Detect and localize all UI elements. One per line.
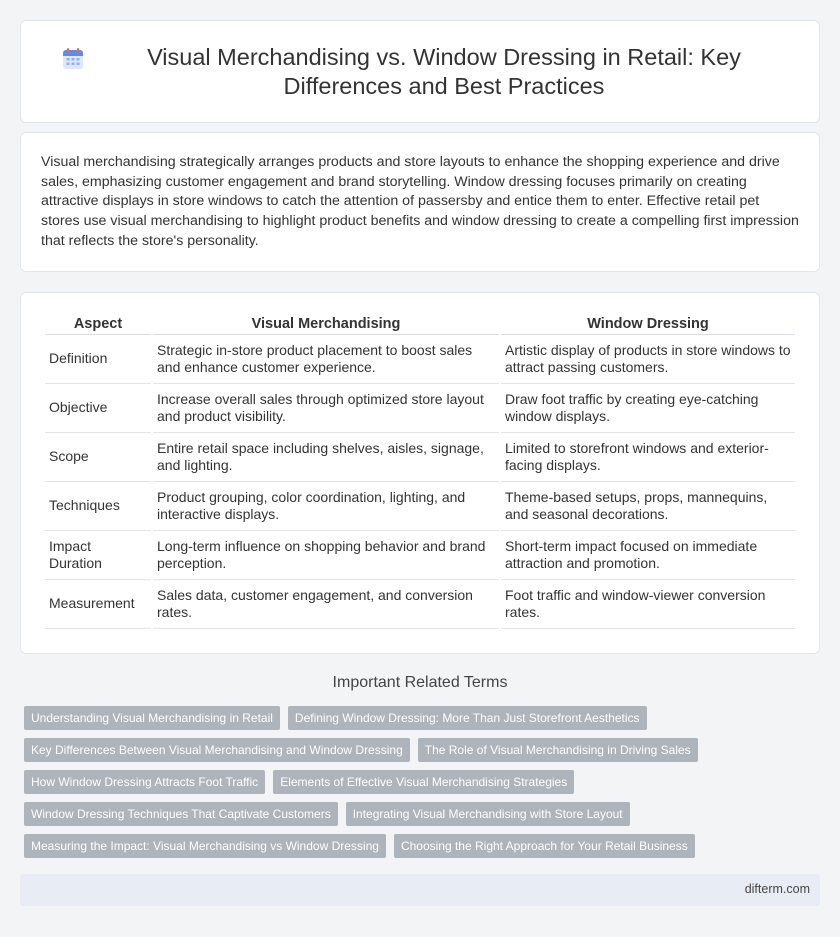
row-aspect: Objective (45, 384, 151, 433)
footer (20, 874, 820, 906)
header-visual-merchandising: Visual Merchandising (153, 313, 499, 335)
row-aspect: Measurement (45, 580, 151, 629)
table-header-row (45, 313, 795, 335)
table-row (45, 482, 795, 531)
related-term-tag[interactable]: Integrating Visual Merchandising with Store Layout (346, 802, 630, 826)
header-window-dressing: Window Dressing (501, 313, 795, 335)
related-term-tag[interactable]: Key Differences Between Visual Merchandising and Window Dressing (24, 738, 410, 762)
tag-row (24, 770, 814, 794)
footer-site-link[interactable]: difterm.com (744, 882, 810, 896)
related-term-tag[interactable]: How Window Dressing Attracts Foot Traffic (24, 770, 265, 794)
header-aspect: Aspect (45, 313, 151, 335)
row-visual-merchandising: Long-term influence on shopping behavior and brand perception. (153, 531, 499, 580)
related-term-tag[interactable]: Window Dressing Techniques That Captivate Customers (24, 802, 338, 826)
intro-text: Visual merchandising strategically arranges products and store layouts to enhance the shopping experience and drive sales, emphasizing customer engagement and brand storytelling. Window dressing focuses primarily on creating attractive displays in store windows to catch the attention of passersby and entice them to enter. Effective retail pet stores use visual merchandising to highlight product benefits and window dressing to create a compelling first impression that reflects the store's personality. (41, 154, 799, 249)
tag-row (24, 738, 814, 762)
table-row (45, 433, 795, 482)
related-term-tag[interactable]: Elements of Effective Visual Merchandising Strategies (273, 770, 574, 794)
title-card (20, 20, 820, 123)
tag-row (24, 802, 814, 826)
comparison-table (43, 313, 797, 629)
row-window-dressing: Limited to storefront windows and exterior-facing displays. (501, 433, 795, 482)
row-visual-merchandising: Sales data, customer engagement, and conversion rates. (153, 580, 499, 629)
intro-card (20, 132, 820, 272)
row-visual-merchandising: Strategic in-store product placement to boost sales and enhance customer experience. (153, 335, 499, 384)
row-visual-merchandising: Entire retail space including shelves, aisles, signage, and lighting. (153, 433, 499, 482)
related-term-tag[interactable]: The Role of Visual Merchandising in Driving Sales (418, 738, 698, 762)
row-window-dressing: Theme-based setups, props, mannequins, and seasonal decorations. (501, 482, 795, 531)
row-aspect: Definition (45, 335, 151, 384)
tag-row (24, 706, 814, 730)
related-terms-list (24, 706, 814, 866)
calendar-icon (61, 47, 85, 71)
row-window-dressing: Short-term impact focused on immediate attraction and promotion. (501, 531, 795, 580)
page-title: Visual Merchandising vs. Window Dressing in Retail: Key Differences and Best Practices (147, 43, 741, 99)
tag-row (24, 834, 814, 858)
row-aspect: Impact Duration (45, 531, 151, 580)
row-window-dressing: Foot traffic and window-viewer conversion rates. (501, 580, 795, 629)
related-term-tag[interactable]: Understanding Visual Merchandising in Retail (24, 706, 280, 730)
related-term-tag[interactable]: Choosing the Right Approach for Your Retail Business (394, 834, 695, 858)
row-visual-merchandising: Increase overall sales through optimized store layout and product visibility. (153, 384, 499, 433)
table-row (45, 580, 795, 629)
related-term-tag[interactable]: Defining Window Dressing: More Than Just Storefront Aesthetics (288, 706, 647, 730)
row-window-dressing: Artistic display of products in store windows to attract passing customers. (501, 335, 795, 384)
row-window-dressing: Draw foot traffic by creating eye-catching window displays. (501, 384, 795, 433)
related-term-tag[interactable]: Measuring the Impact: Visual Merchandising vs Window Dressing (24, 834, 386, 858)
row-aspect: Techniques (45, 482, 151, 531)
table-row (45, 531, 795, 580)
title-wrap (21, 43, 819, 101)
row-visual-merchandising: Product grouping, color coordination, lighting, and interactive displays. (153, 482, 499, 531)
related-terms-title: Important Related Terms (332, 674, 508, 691)
row-aspect: Scope (45, 433, 151, 482)
table-row (45, 335, 795, 384)
comparison-table-card (20, 292, 820, 654)
table-row (45, 384, 795, 433)
